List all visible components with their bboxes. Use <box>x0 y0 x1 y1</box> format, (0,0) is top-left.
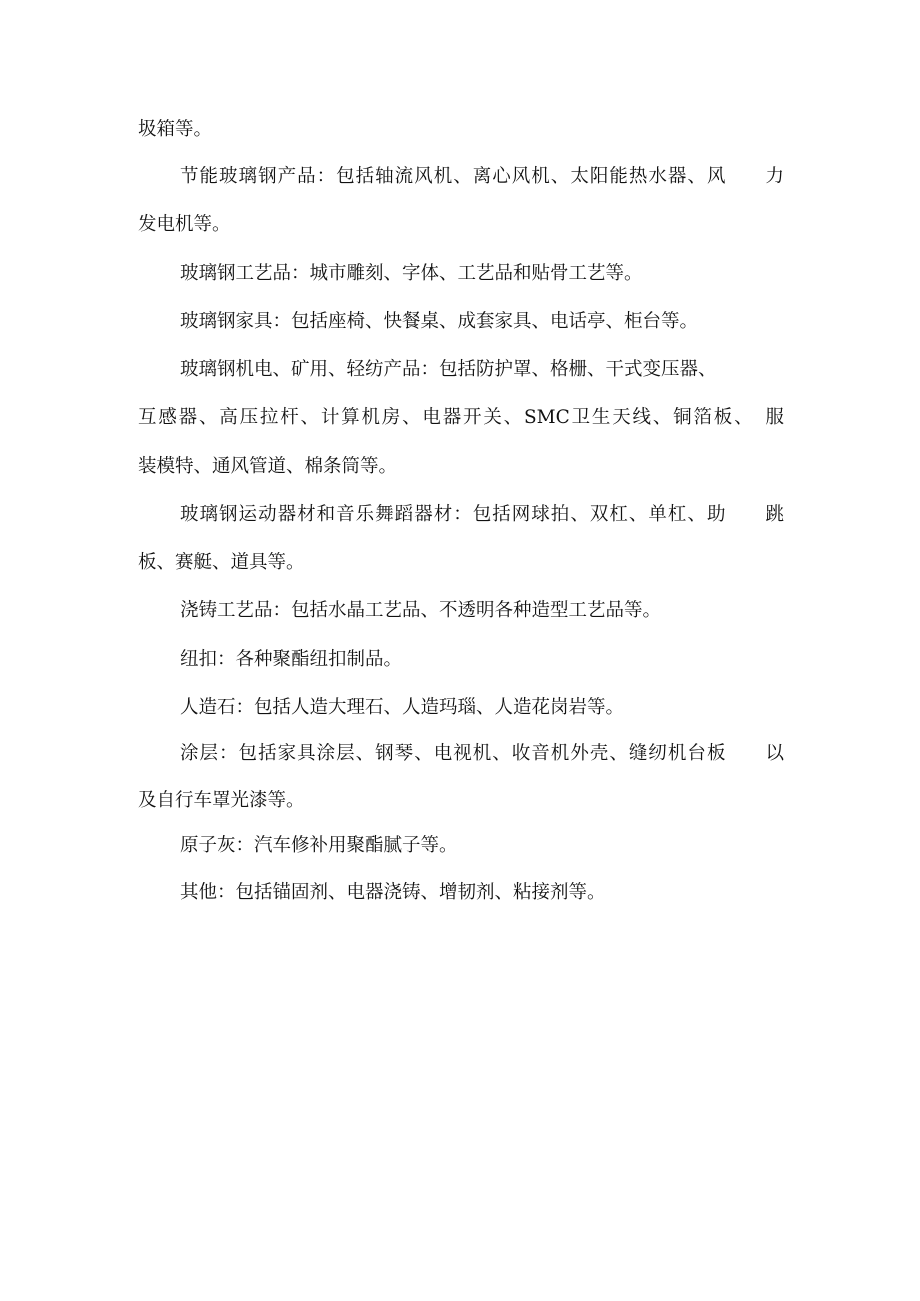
text-line-15: 及自行车罩光漆等。 <box>138 790 305 811</box>
text-line-12: 纽扣：各种聚酯纽扣制品。 <box>180 649 403 670</box>
text-line-11: 浇铸工艺品：包括水晶工艺品、不透明各种造型工艺品等。 <box>180 600 662 621</box>
text-line-2: 节能玻璃钢产品：包括轴流风机、离心风机、太阳能热水器、风 力 <box>180 166 784 187</box>
text-line-13: 人造石：包括人造大理石、人造玛瑙、人造花岗岩等。 <box>180 697 625 718</box>
text-line-5: 玻璃钢家具：包括座椅、快餐桌、成套家具、电话亭、柜台等。 <box>180 311 699 332</box>
text-line-4: 玻璃钢工艺品：城市雕刻、字体、工艺品和贴骨工艺等。 <box>180 263 643 284</box>
text-line-17: 其他：包括锚固剂、电器浇铸、增韧剂、粘接剂等。 <box>180 882 606 903</box>
text-line-7: 互感器、高压拉杆、计算机房、电器开关、SMC卫生天线、铜箔板、 服 <box>138 407 784 428</box>
text-line-1: 圾箱等。 <box>138 119 213 140</box>
text-line-8: 装模特、通风管道、棉条筒等。 <box>138 456 398 477</box>
text-line-14: 涂层：包括家具涂层、钢琴、电视机、收音机外壳、缝纫机台板 以 <box>180 743 784 764</box>
text-line-9: 玻璃钢运动器材和音乐舞蹈器材：包括网球拍、双杠、单杠、助 跳 <box>180 504 784 525</box>
text-line-3: 发电机等。 <box>138 214 231 235</box>
text-line-10: 板、赛艇、道具等。 <box>138 552 305 573</box>
text-line-6: 玻璃钢机电、矿用、轻纺产品：包括防护罩、格栅、干式变压器、 <box>180 359 717 380</box>
text-line-16: 原子灰：汽车修补用聚酯腻子等。 <box>180 835 458 856</box>
